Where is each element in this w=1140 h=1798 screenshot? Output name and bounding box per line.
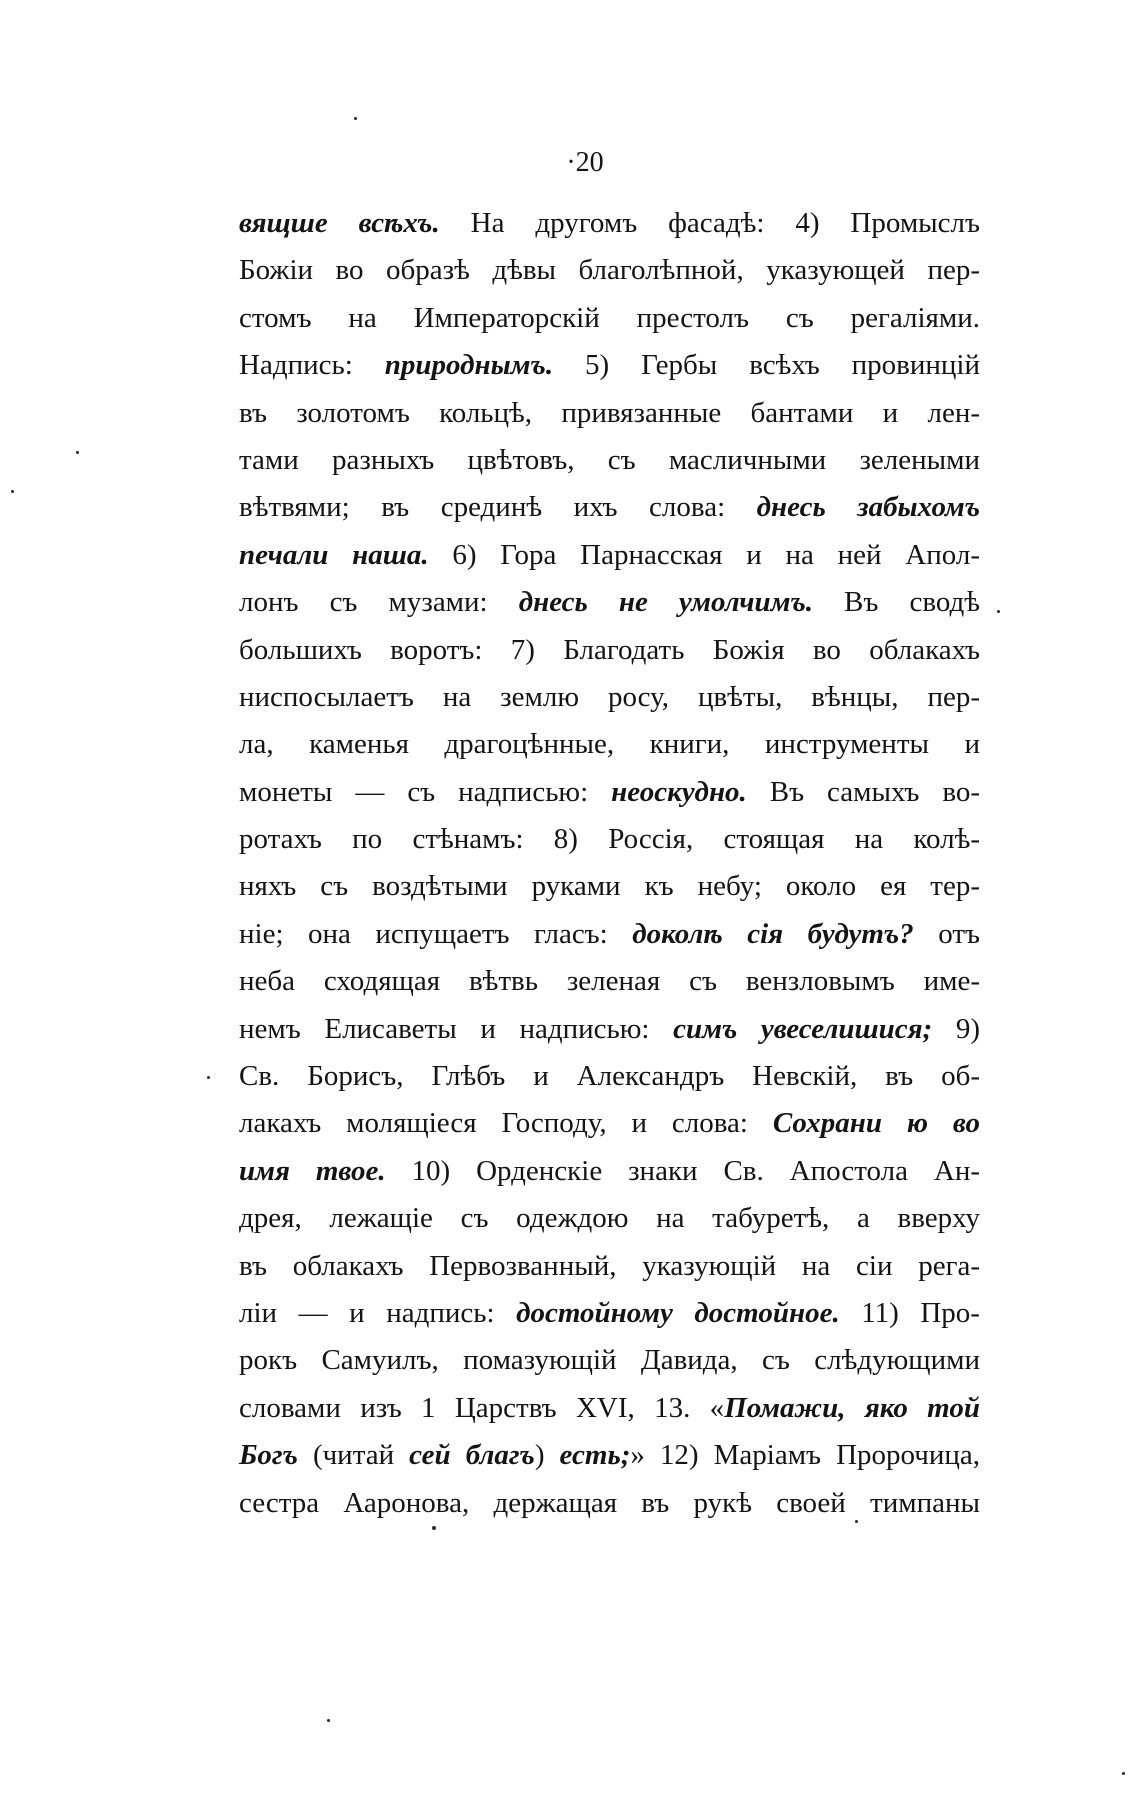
text-line (239, 295, 980, 342)
text-line (239, 1006, 980, 1053)
text-line (239, 484, 980, 531)
text-run: большихъ воротъ: 7) Благодать Божія во облакахъ (239, 633, 980, 666)
text-run: Божіи во образѣ дѣвы благолѣпной, указующей пер- (239, 254, 980, 287)
text-run: лакахъ молящіеся Господу, и слова: (239, 1107, 773, 1140)
scan-speck (11, 490, 14, 493)
text-line (239, 1432, 980, 1479)
text-run: ліи — и надпись: (239, 1296, 517, 1329)
text-run: ) (534, 1439, 560, 1472)
italic-quote: печали наша. (239, 538, 429, 571)
text-run: ротахъ по стѣнамъ: 8) Россія, стоящая на колѣ- (239, 823, 980, 856)
italic-quote: природнымъ. (384, 349, 554, 382)
italic-quote: имя твое. (239, 1154, 386, 1187)
text-line (239, 674, 980, 721)
body-text (239, 200, 980, 1527)
text-line (239, 863, 980, 910)
text-run: дрея, лежащіе съ одеждою на табуретѣ, а вверху (239, 1202, 980, 1235)
text-line (239, 1385, 980, 1432)
text-line (239, 1337, 980, 1384)
italic-quote: доколѣ сія будутъ? (632, 917, 914, 950)
text-run: отъ (913, 917, 980, 950)
italic-quote: днесь забыхомъ (756, 491, 981, 524)
text-run: 11) Про- (839, 1296, 980, 1329)
text-run: (читай (297, 1439, 410, 1472)
text-run: На другомъ фасадѣ: 4) Промыслъ (439, 207, 980, 239)
text-line (239, 200, 980, 247)
text-line (239, 1195, 980, 1242)
scan-speck (1122, 1772, 1125, 1775)
italic-quote: сей благъ (409, 1439, 535, 1472)
text-run: няхъ съ воздѣтыми руками къ небу; около ея тер- (239, 870, 980, 903)
italic-quote: достойному достойное. (516, 1296, 840, 1329)
text-run: словами изъ 1 Царствъ XVI, 13. « (239, 1391, 725, 1424)
text-line (239, 769, 980, 816)
text-run: Въ сводѣ (812, 586, 980, 619)
text-line (239, 1480, 980, 1527)
text-run: 9) (932, 1012, 980, 1045)
italic-quote: неоскудно. (611, 775, 747, 808)
text-run: Въ самыхъ во- (746, 775, 980, 808)
scan-speck (207, 1076, 210, 1079)
text-run: лонъ съ музами: (239, 586, 519, 619)
text-line (239, 816, 980, 863)
text-run: » 12) Маріамъ Пророчица, (630, 1439, 981, 1472)
scan-speck (354, 117, 357, 120)
text-line (239, 579, 980, 626)
text-line (239, 342, 980, 389)
text-run: 6) Гора Парнасская и на ней Апол- (428, 538, 981, 571)
text-line (239, 1053, 980, 1100)
text-run: тами разныхъ цвѣтовъ, съ масличными зелеными (239, 443, 980, 476)
text-run: стомъ на Императорскій престолъ съ регаліями. (239, 301, 980, 334)
text-line (239, 958, 980, 1005)
text-run: монеты — съ надписью: (239, 775, 612, 808)
scan-speck (76, 451, 79, 454)
text-run: вѣтвями; въ срединѣ ихъ слова: (239, 491, 757, 524)
italic-quote: вящше всѣхъ. (239, 207, 440, 239)
text-run: Надпись: (239, 349, 385, 382)
text-line (239, 247, 980, 294)
italic-quote: днесь не умолчимъ. (518, 586, 813, 619)
scan-speck (327, 1719, 330, 1722)
text-line (239, 1290, 980, 1337)
italic-quote: симъ увеселишися; (673, 1012, 933, 1045)
scan-speck (855, 1520, 858, 1523)
text-line (239, 627, 980, 674)
text-run: рокъ Самуилъ, помазующій Давида, съ слѣдующими (239, 1344, 980, 1377)
italic-quote: Помажи, яко той (724, 1391, 980, 1424)
text-run: ла, каменья драгоцѣнные, книги, инструменты и (239, 728, 980, 761)
italic-quote: Богъ (239, 1439, 298, 1472)
page-number: ·20 (566, 147, 604, 178)
text-run: неба сходящая вѣтвь зеленая съ вензловымъ име- (239, 965, 980, 998)
text-line (239, 437, 980, 484)
text-run: 10) Орденскіе знаки Св. Апостола Ан- (385, 1154, 980, 1187)
text-run: ніе; она испущаетъ гласъ: (239, 917, 633, 950)
scan-speck (432, 1526, 436, 1530)
text-run: Св. Борисъ, Глѣбъ и Александръ Невскій, въ об- (239, 1060, 980, 1093)
scan-speck (997, 610, 1000, 613)
italic-quote: есть; (559, 1439, 631, 1472)
text-line (239, 390, 980, 437)
text-line (239, 1100, 980, 1147)
text-run: въ облакахъ Первозванный, указующій на сіи рега- (239, 1249, 980, 1282)
text-line (239, 1148, 980, 1195)
text-run: въ золотомъ кольцѣ, привязанные бантами и лен- (239, 396, 980, 429)
italic-quote: Сохрани ю во (772, 1107, 980, 1140)
text-run: сестра Ааронова, держащая въ рукѣ своей тимпаны (239, 1486, 980, 1519)
text-run: 5) Гербы всѣхъ провинцій (553, 349, 980, 382)
text-line (239, 532, 980, 579)
text-line (239, 911, 980, 958)
text-run: немъ Елисаветы и надписью: (239, 1012, 674, 1045)
text-line (239, 721, 980, 768)
text-run: ниспосылаетъ на землю росу, цвѣты, вѣнцы, пер- (239, 680, 980, 713)
text-line (239, 1243, 980, 1290)
